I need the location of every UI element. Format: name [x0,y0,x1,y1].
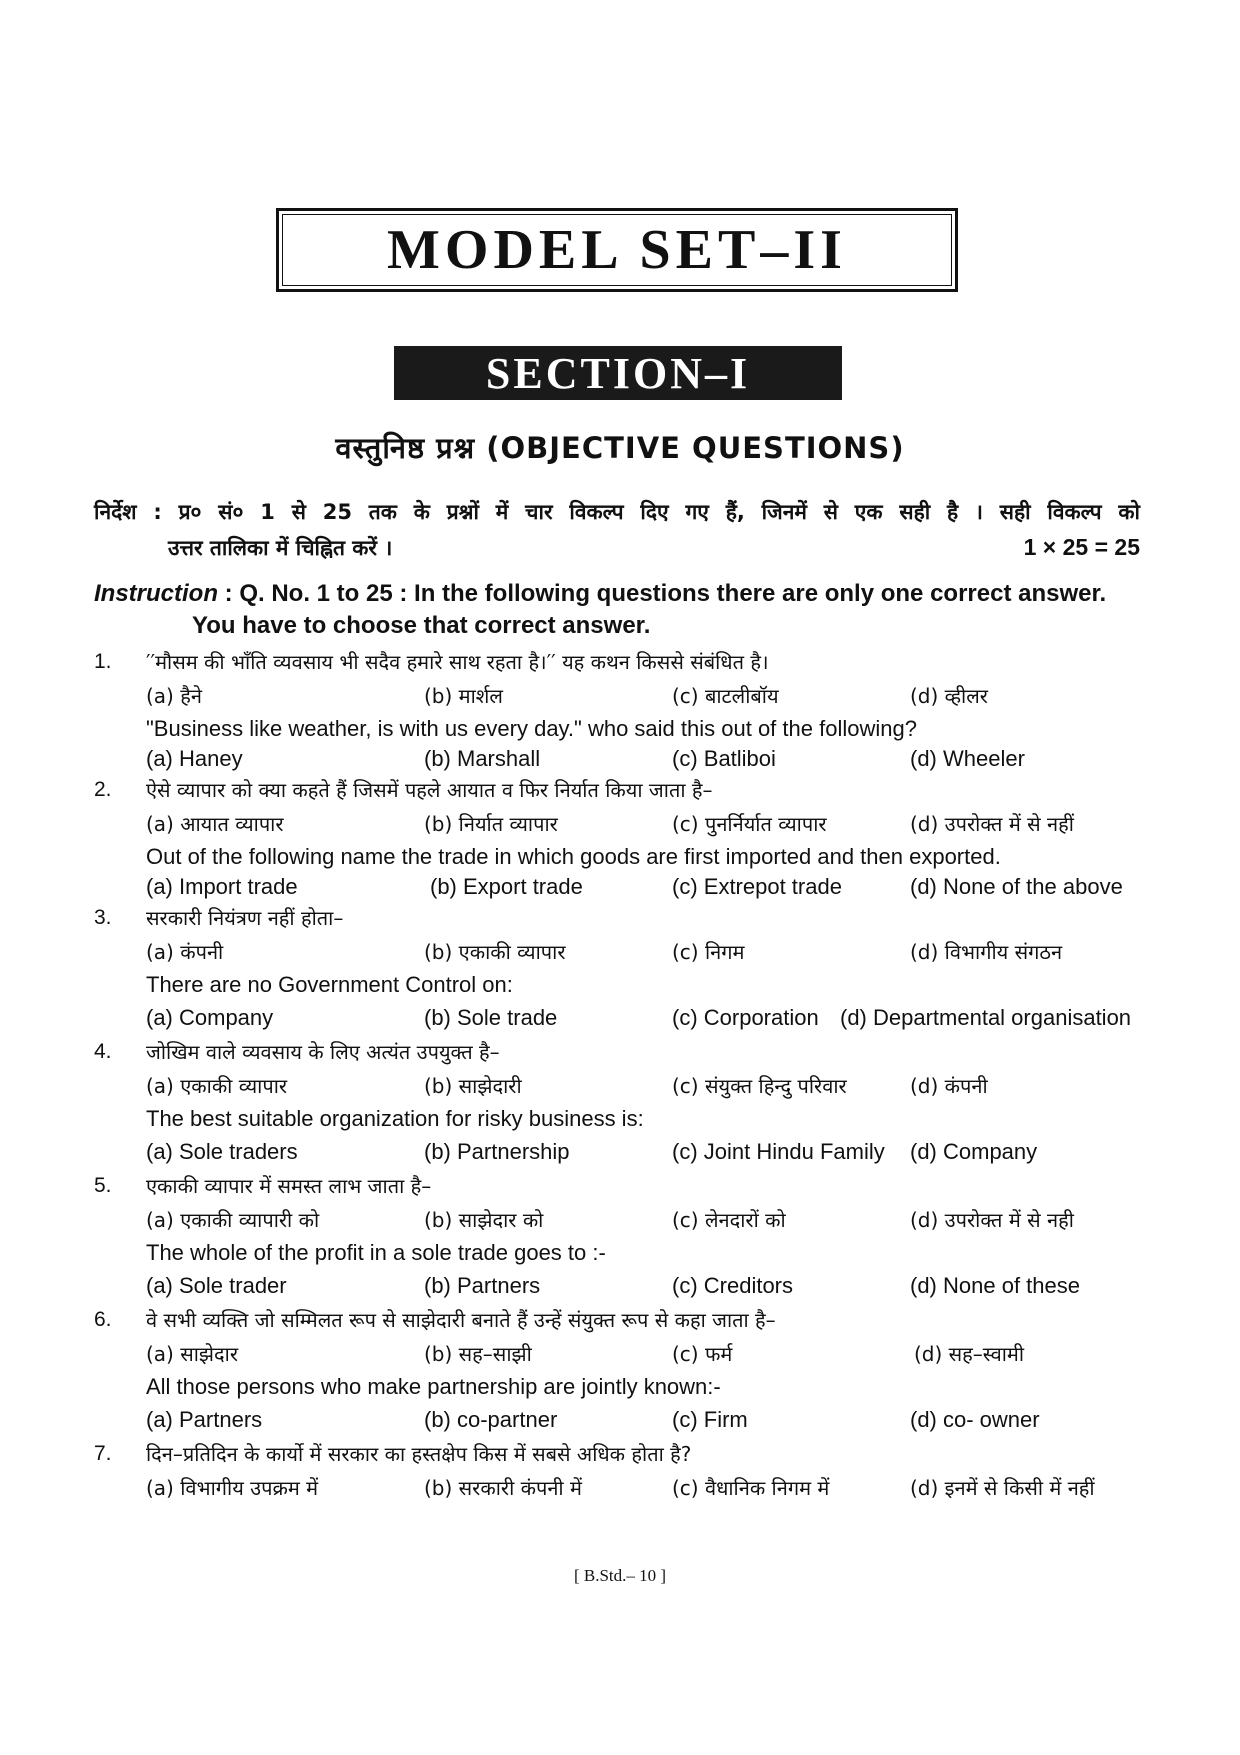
question-1 [94,646,1154,774]
option-b: (b) मार्शल [424,684,503,708]
english-options [94,744,1154,774]
question-number: 4. [94,1040,112,1063]
page-footer: [ B.Std.– 10 ] [573,1566,667,1585]
direction-line-2: उत्तर तालिका में चिह्नित करें । [168,536,393,560]
section-title: SECTION–I [485,348,751,398]
option-c: (c) Extrepot trade [672,874,842,899]
question-hindi: एकाकी व्यापार में समस्त लाभ जाता है– [146,1174,432,1198]
question-hindi: ऐसे व्यापार को क्या कहते हैं जिसमें पहले आयात व फिर निर्यात किया जाता है– [146,778,713,802]
question-7 [94,1438,1154,1506]
english-options [94,1134,1154,1170]
question-number: 1. [94,650,112,673]
english-options [94,1402,1154,1438]
option-a: (a) एकाकी व्यापार [146,1074,288,1098]
option-b: (b) सरकारी कंपनी में [424,1476,582,1500]
option-d: (d) इनमें से किसी में नहीं [910,1476,1095,1500]
option-c: (c) Firm [672,1407,748,1432]
option-c: (c) संयुक्त हिन्दु परिवार [672,1074,847,1098]
hindi-options [94,1470,1154,1506]
question-4 [94,1036,1154,1170]
hindi-options [94,1202,1154,1238]
option-b: (b) Marshall [424,746,541,771]
question-5 [94,1170,1154,1304]
option-d: (d) None of these [910,1273,1080,1298]
option-a: (a) Sole traders [146,1139,298,1164]
option-d: (d) सह–स्वामी [914,1342,1025,1366]
question-6 [94,1304,1154,1438]
hindi-direction [94,498,1140,562]
option-c: (c) फर्म [672,1342,733,1366]
option-b: (b) निर्यात व्यापार [424,812,558,836]
option-c: (c) वैधानिक निगम में [672,1476,830,1500]
option-a: (a) Partners [146,1407,263,1432]
option-b: (b) Sole trade [424,1005,558,1030]
option-a: (a) आयात व्यापार [146,812,284,836]
option-b: (b) Partners [424,1273,541,1298]
question-number: 2. [94,778,112,801]
english-options [94,872,1154,902]
option-a: (a) Sole trader [146,1273,287,1298]
option-d: (d) उपरोक्त में से नहीं [910,812,1074,836]
question-number: 3. [94,906,112,929]
instruction-line-1: : Q. No. 1 to 25 : In the following questions there are only one correct answer. [218,580,1107,607]
option-a: (a) साझेदार [146,1342,239,1366]
instruction-label: Instruction [94,580,218,607]
option-a: (a) Company [146,1005,274,1030]
option-d: (d) Departmental organisation [840,1005,1132,1030]
option-b: (b) Partnership [424,1139,570,1164]
question-english: Out of the following name the trade in which goods are first imported and then exported. [146,844,1001,869]
section-banner [394,346,842,400]
option-b: (b) Export trade [430,874,583,899]
option-b: (b) सह–साझी [424,1342,532,1366]
question-list [94,646,1154,1506]
option-d: (d) co- owner [910,1407,1040,1432]
option-a: (a) कंपनी [146,940,224,964]
subheading: वस्तुनिष्ठ प्रश्न (OBJECTIVE QUESTIONS) [335,431,905,465]
hindi-options [94,806,1154,842]
option-a: (a) Import trade [146,874,298,899]
option-c: (c) निगम [672,940,745,964]
option-c: (c) लेनदारों को [672,1208,786,1232]
question-hindi: ′′मौसम की भाँति व्यवसाय भी सदैव हमारे साथ रहता है।′′ यह कथन किससे संबंधित है। [146,650,769,674]
option-b: (b) साझेदार को [424,1208,544,1232]
question-hindi: सरकारी नियंत्रण नहीं होता– [146,906,344,930]
title-box [276,208,958,292]
english-instruction [94,578,1154,642]
option-c: (c) बाटलीबॉय [672,684,779,708]
question-number: 6. [94,1308,112,1331]
question-hindi: जोखिम वाले व्यवसाय के लिए अत्यंत उपयुक्त है– [146,1040,500,1064]
option-a: (a) एकाकी व्यापारी को [146,1208,320,1232]
option-b: (b) साझेदारी [424,1074,522,1098]
english-options [94,1268,1154,1304]
question-hindi: दिन–प्रतिदिन के कार्यो में सरकार का हस्तक्षेप किस में सबसे अधिक होता है? [146,1442,692,1466]
hindi-options [94,678,1154,714]
page-title: MODEL SET–II [387,219,847,281]
hindi-options [94,1336,1154,1372]
option-d: (d) Wheeler [910,746,1025,771]
option-b: (b) co-partner [424,1407,558,1432]
question-english: "Business like weather, is with us every day." who said this out of the following? [146,716,917,741]
option-a: (a) विभागीय उपक्रम में [146,1476,319,1500]
option-c: (c) Batliboi [672,746,776,771]
option-a: (a) हैने [146,684,202,708]
option-c: (c) Creditors [672,1273,794,1298]
option-d: (d) व्हीलर [910,684,988,708]
hindi-options [94,934,1154,970]
english-options [94,1000,1154,1036]
instruction-line-2: You have to choose that correct answer. [192,612,651,639]
question-hindi: वे सभी व्यक्ति जो सम्मिलत रूप से साझेदारी बनाते हैं उन्हें संयुक्त रूप से कहा जाता है– [146,1308,776,1332]
option-c: (c) Joint Hindu Family [672,1139,885,1164]
option-d: (d) Company [910,1139,1038,1164]
option-d: (d) कंपनी [910,1074,988,1098]
question-number: 5. [94,1174,112,1197]
option-b: (b) एकाकी व्यापार [424,940,566,964]
option-c: (c) Corporation [672,1005,819,1030]
question-2 [94,774,1154,902]
option-c: (c) पुनर्निर्यात व्यापार [672,812,827,836]
question-number: 7. [94,1442,112,1465]
marks-label: 1 × 25 = 25 [1023,534,1140,560]
option-d: (d) विभागीय संगठन [910,940,1063,964]
question-english: There are no Government Control on: [146,972,513,997]
direction-line-1: निर्देश : प्र० सं० 1 से 25 तक के प्रश्नों में चार विकल्प दिए गए हैं, जिनमें से एक सही है । सही विकल्प को [94,500,1140,524]
question-english: The best suitable organization for risky business is: [146,1106,644,1131]
question-english: The whole of the profit in a sole trade goes to :- [146,1240,606,1265]
question-english: All those persons who make partnership are jointly known:- [146,1374,721,1399]
hindi-options [94,1068,1154,1104]
option-a: (a) Haney [146,746,243,771]
option-d: (d) उपरोक्त में से नही [910,1208,1074,1232]
question-3 [94,902,1154,1036]
option-d: (d) None of the above [910,874,1123,899]
